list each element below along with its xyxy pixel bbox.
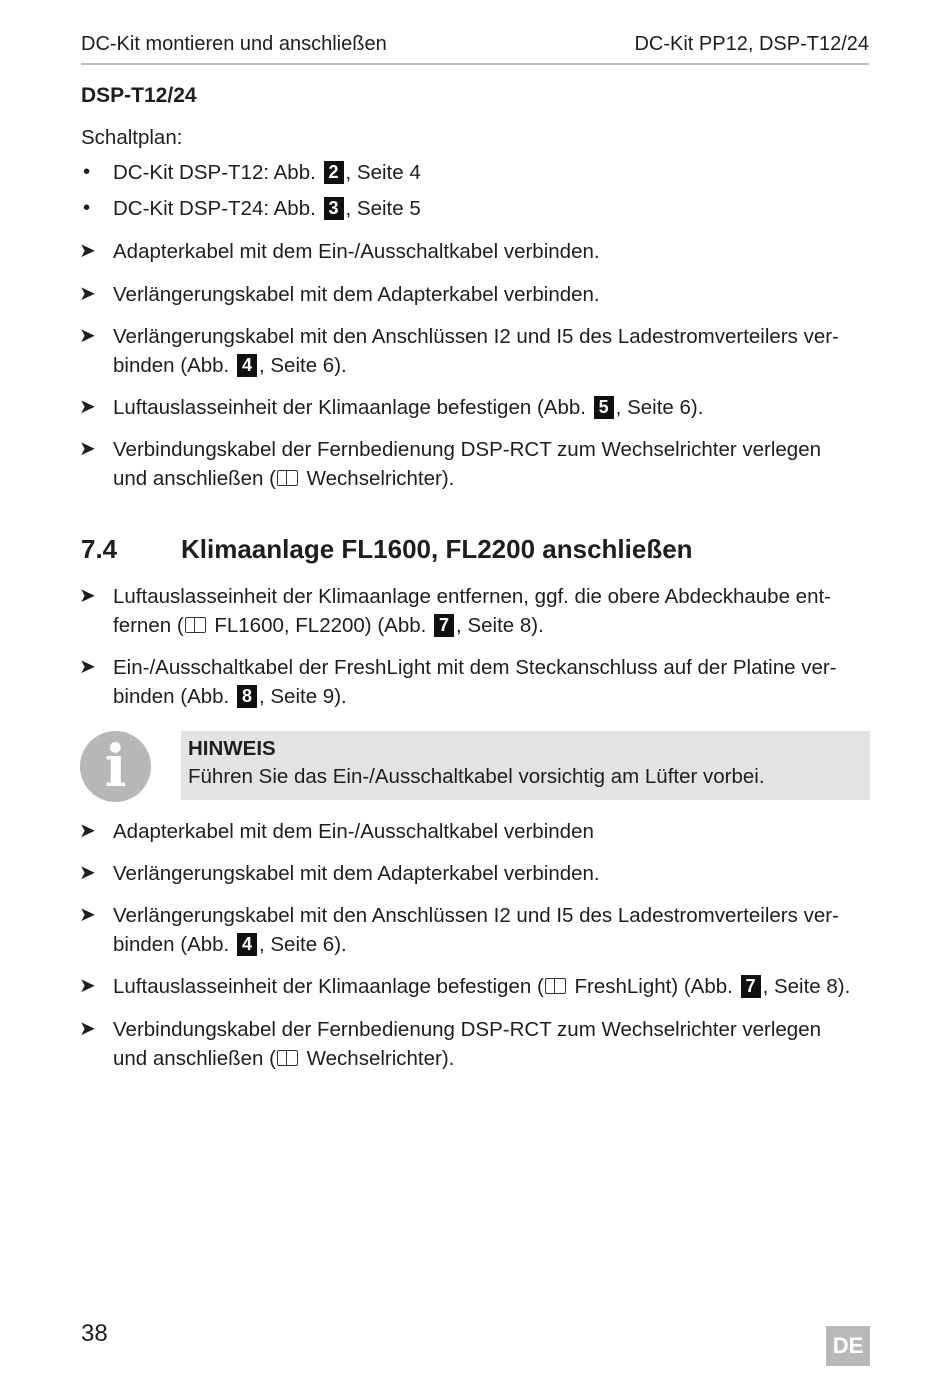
book-icon bbox=[185, 617, 206, 633]
running-header-right: DC-Kit PP12, DSP-T12/24 bbox=[634, 33, 869, 55]
arrow-icon: ➤ bbox=[79, 283, 96, 305]
arrow-icon: ➤ bbox=[79, 585, 96, 607]
page-number: 38 bbox=[81, 1320, 108, 1347]
instruction-step: Adapterkabel mit dem Ein-/Ausschaltkabel verbinden bbox=[113, 820, 594, 843]
language-badge: DE bbox=[826, 1326, 870, 1366]
book-icon bbox=[545, 978, 566, 994]
bullet-dot: • bbox=[83, 160, 91, 183]
figure-ref-badge: 4 bbox=[237, 354, 257, 377]
arrow-icon: ➤ bbox=[79, 240, 96, 262]
running-header-left: DC-Kit montieren und anschließen bbox=[81, 33, 387, 55]
instruction-step: Luftauslasseinheit der Klimaanlage entfernen, ggf. die obere Abdeckhaube ent- fernen ( FL1600, FL2200) (Abb. 7 , Seite 8). bbox=[113, 585, 832, 637]
instruction-step: Verlängerungskabel mit dem Adapterkabel verbinden. bbox=[113, 283, 600, 306]
arrow-icon: ➤ bbox=[79, 438, 96, 460]
figure-ref-badge: 8 bbox=[237, 685, 257, 708]
arrow-icon: ➤ bbox=[79, 904, 96, 926]
instruction-step: Adapterkabel mit dem Ein-/Ausschaltkabel verbinden. bbox=[113, 240, 600, 263]
figure-ref-badge: 2 bbox=[324, 161, 344, 184]
section-number: 7.4 bbox=[81, 534, 118, 564]
instruction-step: Ein-/Ausschaltkabel der FreshLight mit dem Steckanschluss auf der Platine ver- binden (Abb. 8 , Seite 9). bbox=[113, 656, 837, 708]
subsection-title: DSP-T12/24 bbox=[81, 84, 197, 107]
figure-ref-badge: 7 bbox=[741, 975, 761, 998]
arrow-icon: ➤ bbox=[79, 325, 96, 347]
header-divider bbox=[81, 63, 869, 65]
bullet-dot: • bbox=[83, 196, 91, 219]
section-title: Klimaanlage FL1600, FL2200 anschließen bbox=[181, 534, 693, 564]
instruction-step: Verlängerungskabel mit dem Adapterkabel verbinden. bbox=[113, 862, 600, 885]
arrow-icon: ➤ bbox=[79, 1018, 96, 1040]
instruction-step: Verlängerungskabel mit den Anschlüssen I2 und I5 des Ladestromverteilers ver- binden (Abb. 4 , Seite 6). bbox=[113, 325, 839, 377]
figure-ref-badge: 5 bbox=[594, 396, 614, 419]
arrow-icon: ➤ bbox=[79, 820, 96, 842]
book-icon bbox=[277, 1050, 298, 1066]
arrow-icon: ➤ bbox=[79, 396, 96, 418]
figure-ref-badge: 7 bbox=[434, 614, 454, 637]
figure-ref-badge: 3 bbox=[324, 197, 344, 220]
figure-ref-badge: 4 bbox=[237, 933, 257, 956]
list-item: DC-Kit DSP-T24: Abb. 3 , Seite 5 bbox=[113, 197, 421, 220]
note-title: HINWEIS bbox=[188, 737, 276, 760]
list-item: DC-Kit DSP-T12: Abb. 2 , Seite 4 bbox=[113, 161, 421, 184]
instruction-step: Verbindungskabel der Fernbedienung DSP-RCT zum Wechselrichter verlegen und anschließen ( Wechselrichter). bbox=[113, 438, 822, 490]
instruction-step: Luftauslasseinheit der Klimaanlage befestigen (Abb. 5 , Seite 6). bbox=[113, 396, 704, 419]
schaltplan-label: Schaltplan: bbox=[81, 126, 183, 149]
info-icon: i bbox=[80, 731, 151, 802]
arrow-icon: ➤ bbox=[79, 975, 96, 997]
arrow-icon: ➤ bbox=[79, 862, 96, 884]
book-icon bbox=[277, 470, 298, 486]
instruction-step: Luftauslasseinheit der Klimaanlage befestigen ( FreshLight) (Abb. 7 , Seite 8). bbox=[113, 975, 851, 998]
instruction-step: Verlängerungskabel mit den Anschlüssen I2 und I5 des Ladestromverteilers ver- binden (Abb. 4 , Seite 6). bbox=[113, 904, 839, 956]
arrow-icon: ➤ bbox=[79, 656, 96, 678]
note-box bbox=[181, 731, 870, 800]
note-text: Führen Sie das Ein-/Ausschaltkabel vorsichtig am Lüfter vorbei. bbox=[188, 765, 765, 788]
section-heading bbox=[81, 534, 693, 565]
instruction-step: Verbindungskabel der Fernbedienung DSP-RCT zum Wechselrichter verlegen und anschließen ( Wechselrichter). bbox=[113, 1018, 822, 1070]
